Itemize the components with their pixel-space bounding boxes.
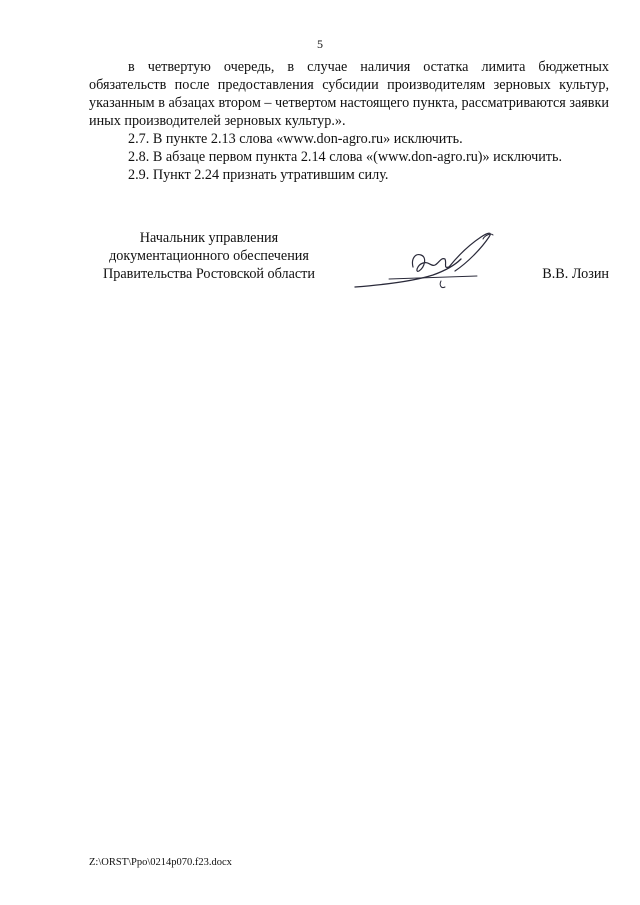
signatory-title-line-2: документационного обеспечения xyxy=(109,248,309,264)
document-body xyxy=(89,58,609,184)
signatory-title-line-3: Правительства Ростовской области xyxy=(103,266,315,282)
handwritten-signature xyxy=(351,227,501,297)
signature-block xyxy=(89,229,609,299)
paragraph-continuation: в четвертую очередь, в случае наличия остатка лимита бюджетных обязательств после предоставления субсидии производителям зерновых культур, указанным в абзацах втором – четвертом настоящего пункта, рассматриваются заявки иных производителей зерновых культур.». xyxy=(89,59,609,129)
paragraph-item-2-7: 2.7. В пункте 2.13 слова «www.don-agro.ru» исключить. xyxy=(128,131,463,147)
signatory-title xyxy=(89,229,329,283)
paragraph-item-2-8: 2.8. В абзаце первом пункта 2.14 слова «(www.don-agro.ru)» исключить. xyxy=(128,149,563,165)
paragraph-item-2-9: 2.9. Пункт 2.24 признать утратившим силу. xyxy=(128,167,389,183)
footer-file-path: Z:\ORST\Ppo\0214p070.f23.docx xyxy=(89,857,232,868)
signatory-name: В.В. Лозин xyxy=(542,266,609,282)
page-number: 5 xyxy=(317,37,323,51)
signatory-title-line-1: Начальник управления xyxy=(139,230,279,246)
